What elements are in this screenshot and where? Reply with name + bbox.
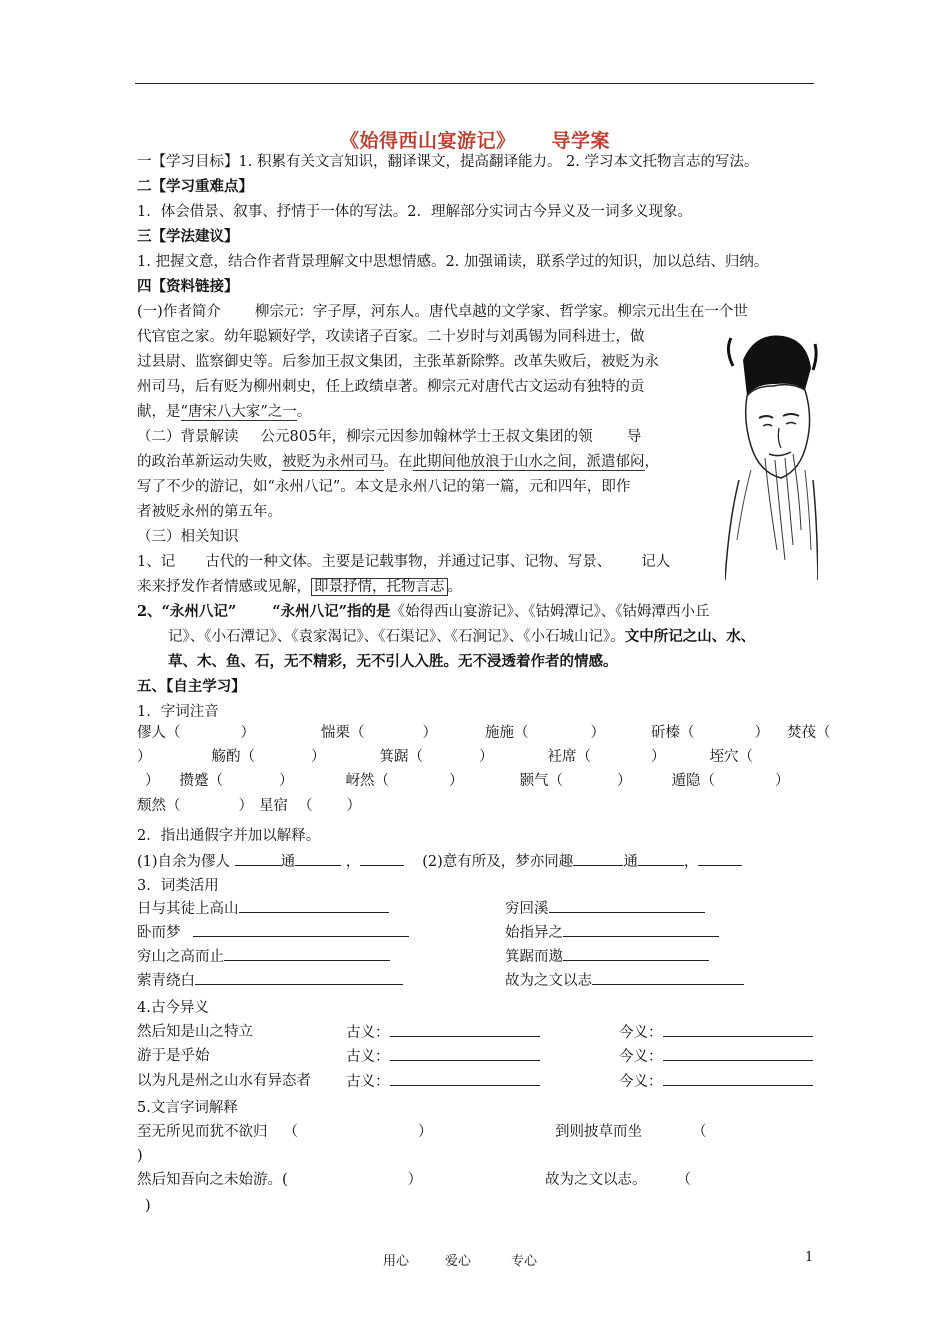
q5-heading: 5.文言字词解释	[137, 1100, 238, 1116]
answer-blank[interactable]	[390, 1022, 540, 1037]
answer-blank[interactable]	[195, 970, 403, 985]
q5-item-1: 至无所见而犹不欲归 （ ）	[137, 1124, 433, 1140]
related-heading: （三）相关知识	[137, 529, 239, 545]
author-line-5: 献，是“唐宋八大家”之一。	[137, 404, 312, 420]
section-3-text: 1. 把握文意，结合作者背景理解文中思想情感。2. 加强诵读，联系学过的知识，加以总结、归纳。	[137, 254, 769, 270]
q3-item-4: 始指异之	[505, 922, 719, 943]
background-line-1: （二）背景解读 公元805年，柳宗元因参加翰林学士王叔文集团的领 导	[137, 429, 642, 445]
author-line-2: 代官宦之家。幼年聪颖好学，攻读诸子百家。二十岁时与刘禹锡为同科进士，做	[137, 329, 645, 345]
background-line-4: 者被贬永州的第五年。	[137, 504, 282, 520]
author-line-4: 州司马，后有贬为柳州刺史，任上政绩卓著。柳宗元对唐代古文运动有独特的贡	[137, 379, 645, 395]
answer-blank[interactable]	[663, 1046, 813, 1061]
pinyin-row-3: ） 攒蹙（ ） 岈然（ ） 颢气（ ） 遁隐（ ）	[145, 773, 790, 789]
underlined-phrase: 被贬为永州司马	[282, 454, 384, 470]
q4-jin-3: 今义：	[619, 1071, 813, 1092]
q1-heading: 1．字词注音	[137, 704, 219, 720]
footer-motto-3: 专心	[511, 1254, 538, 1269]
answer-blank[interactable]	[239, 898, 389, 913]
answer-blank[interactable]	[224, 946, 390, 961]
answer-blank[interactable]	[360, 851, 404, 866]
header-rule	[135, 83, 814, 84]
related-line-2: 来来抒发作者情感或见解， 即景抒情，托物言志 。	[137, 579, 462, 595]
title-main: 《始得西山宴游记》	[339, 130, 516, 152]
pinyin-row-2: ） 觞酌（ ） 箕踞（ ） 衽席（ ） 垤穴（	[137, 749, 753, 765]
pinyin-row-1: 僇人（ ） 惴栗（ ） 施施（ ） 斫榛（ ） 焚茷（	[137, 725, 831, 741]
answer-blank[interactable]	[663, 1022, 813, 1037]
q3-item-8: 故为之文以志	[505, 970, 744, 991]
answer-blank[interactable]	[592, 970, 744, 985]
section-4-heading: 四【资料链接】	[137, 278, 239, 295]
q4-gu-2: 古义：	[346, 1046, 540, 1067]
answer-blank[interactable]	[295, 851, 341, 866]
footer-motto-2: 爱心	[445, 1254, 472, 1269]
answer-blank[interactable]	[698, 851, 742, 866]
q4-heading: 4.古今异义	[137, 1000, 209, 1016]
author-intro-line: (一)作者简介 柳宗元：字子厚，河东人。唐代卓越的文学家、哲学家。柳宗元出生在一个世	[137, 304, 748, 320]
answer-blank[interactable]	[549, 898, 705, 913]
section-3-heading: 三【学法建议】	[137, 228, 239, 245]
q5-item-2: 到则披草而坐 （	[555, 1124, 707, 1140]
underlined-phrase: 此期间他放浪于山水之间，派遣郁闷	[412, 454, 645, 470]
answer-blank[interactable]	[563, 946, 709, 961]
section-2-text: 1．体会借景、叙事、抒情于一体的写法。2．理解部分实词古今异义及一词多义现象。	[137, 204, 692, 220]
q3-heading: 3．词类活用	[137, 878, 219, 894]
related-line-3: 2、“永州八记” “永州八记”指的是《始得西山宴游记》、《钴姆潭记》、《钴姆潭西小丘	[137, 603, 710, 620]
answer-blank[interactable]	[573, 851, 623, 866]
page-title	[0, 126, 950, 153]
underlined-phrase: “唐宋八大家”之一	[180, 404, 297, 420]
q5-item-4: 故为之文以志。 （	[545, 1172, 691, 1188]
related-line-4: 记》、《小石潭记》、《袁家渴记》、《石渠记》、《石涧记》、《小石城山记》。文中所记之山、水、	[168, 628, 756, 645]
answer-blank[interactable]	[638, 851, 684, 866]
q4-item-1: 然后知是山之特立	[137, 1024, 253, 1040]
q3-item-6: 箕踞而遨	[505, 946, 709, 967]
q5-close-1: )	[137, 1148, 143, 1164]
q3-item-7: 萦青绕白	[137, 970, 403, 991]
related-line-1: 1、记 古代的一种文体。主要是记载事物，并通过记事、记物、写景、 记人	[137, 554, 671, 570]
portrait-illustration	[725, 330, 818, 580]
q4-gu-1: 古义：	[346, 1022, 540, 1043]
author-line-3: 过县尉、监察御史等。后参加王叔文集团，主张革新除弊。改革失败后，被贬为永	[137, 354, 659, 370]
background-line-2: 的政治革新运动失败，被贬为永州司马。在此期间他放浪于山水之间，派遣郁闷，	[137, 454, 659, 470]
q3-item-1: 日与其徒上高山	[137, 898, 389, 919]
answer-blank[interactable]	[193, 922, 409, 937]
pinyin-row-4: 颓然（ ） 星宿 （ ）	[137, 798, 361, 814]
q3-item-2: 穷回溪	[505, 898, 705, 919]
boxed-phrase: 即景抒情，托物言志	[311, 578, 448, 596]
q4-jin-1: 今义：	[619, 1022, 813, 1043]
q2-heading: 2．指出通假字并加以解释。	[137, 828, 321, 844]
q4-gu-3: 古义：	[346, 1071, 540, 1092]
answer-blank[interactable]	[390, 1046, 540, 1061]
answer-blank[interactable]	[235, 851, 281, 866]
section-1: 一【学习目标】1. 积累有关文言知识，翻译课文，提高翻译能力。 2. 学习本文托物言志的写法。	[137, 154, 759, 170]
answer-blank[interactable]	[663, 1071, 813, 1086]
section-2-heading: 二【学习重难点】	[137, 178, 253, 195]
q4-jin-2: 今义：	[619, 1046, 813, 1067]
q3-item-5: 穷山之高而止	[137, 946, 390, 967]
answer-blank[interactable]	[563, 922, 719, 937]
q5-close-2: )	[145, 1198, 151, 1214]
answer-blank[interactable]	[390, 1071, 540, 1086]
title-sub: 导学案	[551, 130, 611, 152]
background-line-3: 写了不少的游记，如“永州八记”。本文是永州八记的第一篇，元和四年，即作	[137, 479, 631, 495]
page-number: 1	[805, 1250, 814, 1265]
q5-item-3: 然后知吾向之未始游。( ）	[137, 1172, 423, 1188]
q4-item-2: 游于是乎始	[137, 1048, 210, 1064]
section-5-heading: 五、【自主学习】	[137, 678, 246, 695]
related-line-5: 草、木、鱼、石，无不精彩，无不引人入胜。无不浸透着作者的情感。	[168, 653, 618, 670]
footer-motto-1: 用心	[383, 1254, 410, 1269]
q3-item-3: 卧而梦	[137, 922, 409, 943]
q4-item-3: 以为凡是州之山水有异态者	[137, 1073, 311, 1089]
q2-items: (1)自余为僇人 通 ， (2)意有所及，梦亦同趣 通 ，	[137, 851, 742, 872]
